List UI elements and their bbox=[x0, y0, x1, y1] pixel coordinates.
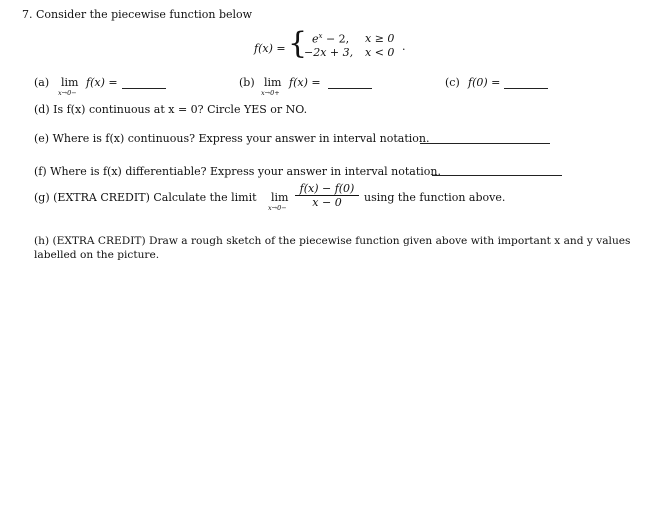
left-brace: { bbox=[288, 26, 308, 61]
part-g-numerator: f(x) − f(0) bbox=[295, 182, 359, 196]
part-b-expression: f(x) = bbox=[289, 76, 321, 89]
problem-number: 7. bbox=[22, 8, 33, 21]
part-g-denominator: x − 0 bbox=[312, 196, 342, 209]
piece-2-condition: x < 0 bbox=[365, 46, 395, 59]
part-b-lim: lim bbox=[264, 76, 282, 89]
part-f-answer-blank[interactable] bbox=[432, 175, 562, 176]
part-g-fraction bbox=[295, 182, 359, 209]
piece-1-expression: $e^x - 2$, bbox=[312, 32, 350, 46]
part-a-answer-blank[interactable] bbox=[122, 88, 166, 89]
part-a-expression: f(x) = bbox=[86, 76, 118, 89]
part-h-line-2: labelled on the picture. bbox=[34, 249, 160, 261]
part-c-answer-blank[interactable] bbox=[504, 88, 548, 89]
part-e-question: (e) Where is f(x) continuous? Express your answer in interval notation. bbox=[34, 132, 430, 145]
part-c-expression: f(0) = bbox=[468, 76, 501, 89]
part-b-label: (b) bbox=[239, 76, 255, 89]
function-lhs: f(x) = bbox=[254, 42, 286, 55]
function-end-dot: . bbox=[402, 40, 406, 53]
problem-intro: Consider the piecewise function below bbox=[36, 8, 253, 21]
part-f-question: (f) Where is f(x) differentiable? Express your answer in interval notation. bbox=[34, 165, 442, 178]
part-a-lim: lim bbox=[61, 76, 79, 89]
part-g-question: (g) (EXTRA CREDIT) Calculate the limit bbox=[34, 191, 257, 204]
part-h-line-1: (h) (EXTRA CREDIT) Draw a rough sketch of the piecewise function given above with important x and y values bbox=[34, 235, 631, 247]
part-d-question: (d) Is f(x) continuous at x = 0? Circle YES or NO. bbox=[34, 103, 308, 116]
problem-header bbox=[22, 8, 252, 21]
part-g-lim: lim bbox=[271, 191, 289, 204]
part-c-label: (c) bbox=[445, 76, 460, 89]
part-g-after: using the function above. bbox=[364, 191, 506, 204]
part-a-label: (a) bbox=[34, 76, 50, 89]
sketch-area[interactable] bbox=[34, 270, 634, 510]
part-a-lim-subscript: x→0− bbox=[58, 89, 77, 97]
part-b-answer-blank[interactable] bbox=[328, 88, 372, 89]
part-g-lim-subscript: x→0− bbox=[268, 204, 287, 212]
part-b-lim-subscript: x→0+ bbox=[261, 89, 280, 97]
part-e-answer-blank[interactable] bbox=[420, 143, 550, 144]
piece-2-expression: −2x + 3, bbox=[304, 46, 354, 59]
piece-1-condition: x ≥ 0 bbox=[365, 32, 395, 45]
